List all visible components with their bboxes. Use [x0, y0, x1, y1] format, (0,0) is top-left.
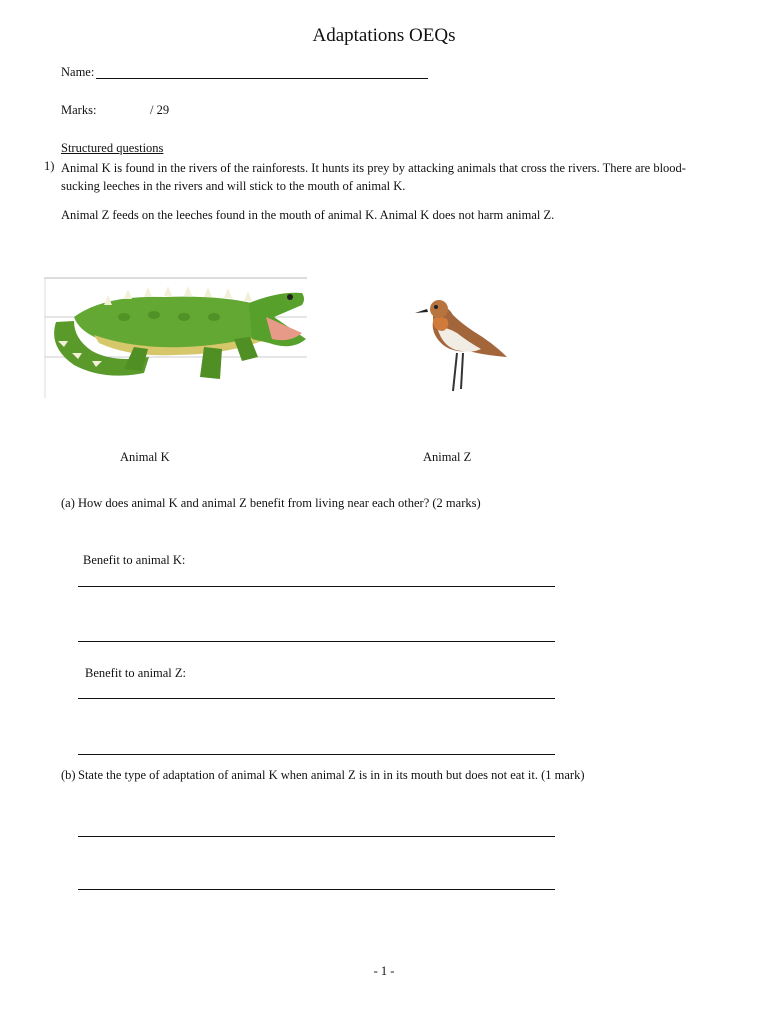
figure-caption-animal-z: Animal Z: [423, 450, 472, 464]
answer-line[interactable]: [78, 641, 555, 642]
answer-line[interactable]: [78, 698, 555, 699]
marks-label: Marks:: [61, 103, 97, 117]
part-b-label: (b): [61, 768, 76, 782]
figure-caption-animal-k: Animal K: [120, 450, 170, 464]
marks-total: / 29: [150, 103, 170, 117]
name-answer-line[interactable]: [96, 78, 428, 79]
part-a-question: How does animal K and animal Z benefit from living near each other? (2 marks): [78, 496, 481, 510]
answer-line[interactable]: [78, 754, 555, 755]
benefit-z-label: Benefit to animal Z:: [85, 666, 187, 680]
benefit-k-label: Benefit to animal K:: [83, 553, 186, 567]
question-number: 1): [44, 159, 55, 173]
part-a-label: (a): [61, 496, 75, 510]
name-label: Name:: [61, 65, 95, 79]
answer-line[interactable]: [78, 889, 555, 890]
answer-line[interactable]: [78, 836, 555, 837]
question-intro-2: Animal Z feeds on the leeches found in the mouth of animal K. Animal K does not harm animal Z.: [61, 208, 555, 222]
section-heading: Structured questions: [61, 141, 164, 155]
part-b-question: State the type of adaptation of animal K when animal Z is in in its mouth but does not eat it. (1 mark): [78, 768, 585, 782]
page-number: - 1 -: [373, 964, 395, 978]
question-intro: Animal K is found in the rivers of the rainforests. It hunts its prey by attacking animals that cross the rivers. There are blood-sucking leeches in the rivers and will stick to the mouth of animal K.: [61, 161, 686, 193]
answer-line[interactable]: [78, 586, 555, 587]
plover-bird-photo: [413, 293, 508, 398]
crocodile-illustration: [44, 277, 307, 398]
page-title: Adaptations OEQs: [312, 25, 456, 46]
